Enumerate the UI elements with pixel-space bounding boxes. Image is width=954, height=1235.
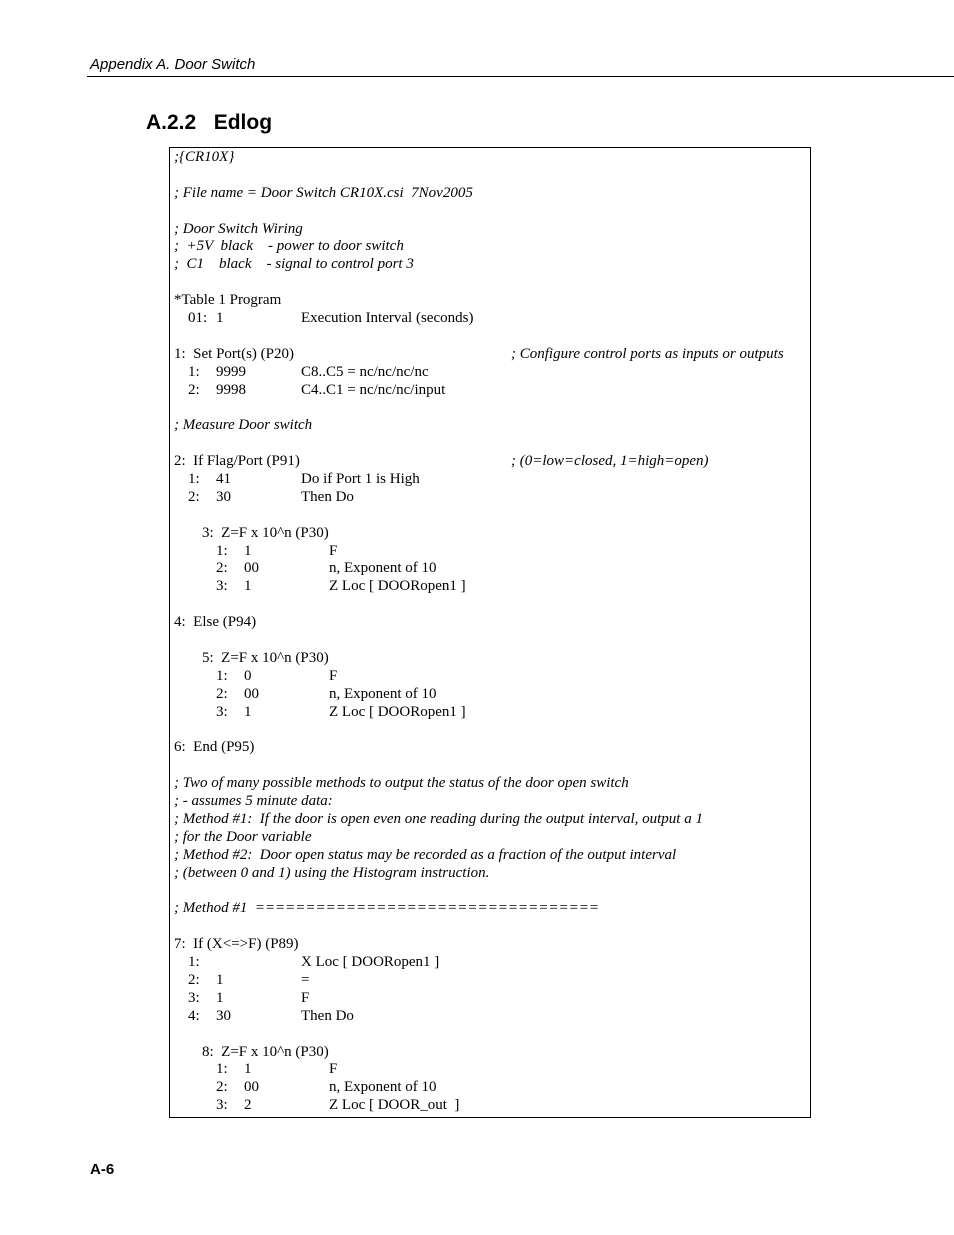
code-comment: ; C1 black - signal to control port 3 [174,256,414,273]
blank-line [174,722,810,740]
parameter-number: 2: [188,971,200,988]
parameter-number: 3: [216,1097,228,1114]
code-comment: ; Measure Door switch [174,417,313,434]
blank-line [174,435,810,453]
parameter-number: 1: [216,667,228,684]
code-instruction [174,614,810,632]
parameter-number: 2: [216,685,228,702]
code-parameter [174,543,810,561]
parameter-value: 1 [216,971,224,988]
header-rule [87,76,954,77]
parameter-value: 30 [216,1007,231,1024]
code-parameter [174,382,810,400]
code-parameter [174,686,810,704]
code-comment: ; Door Switch Wiring [174,220,303,237]
instruction-label: 6: End (P95) [174,739,255,756]
page-number: A-6 [90,1161,115,1178]
instruction-label: 3: Z=F x 10^n (P30) [202,524,329,541]
code-parameter [174,489,810,507]
blank-line [174,167,810,185]
blank-line [174,883,810,901]
code-parameter [174,560,810,578]
parameter-value: 9998 [216,381,246,398]
parameter-number: 1: [188,363,200,380]
blank-line [174,596,810,614]
parameter-description: Then Do [301,488,354,505]
parameter-value: 1 [244,1061,252,1078]
parameter-value: 1 [244,542,252,559]
parameter-description: n, Exponent of 10 [329,560,437,577]
code-comment: ; Two of many possible methods to output the status of the door open switch [174,775,629,792]
parameter-description: Z Loc [ DOORopen1 ] [329,703,466,720]
parameter-number: 2: [216,560,228,577]
parameter-number: 2: [188,488,200,505]
parameter-value: 0 [244,667,252,684]
parameter-description: F [329,1061,338,1078]
instruction-label: 2: If Flag/Port (P91) [174,453,300,470]
parameter-value: 00 [244,560,259,577]
blank-line [174,918,810,936]
parameter-number: 1: [216,542,228,559]
parameter-value: 1 [244,578,252,595]
code-comment: ; File name = Door Switch CR10X.csi 7Nov2005 [174,184,473,201]
code-comment: ; - assumes 5 minute data: [174,793,333,810]
parameter-description: C8..C5 = nc/nc/nc/nc [301,363,429,380]
blank-line [174,203,810,221]
code-instruction [174,1044,810,1062]
parameter-number: 2: [188,381,200,398]
code-parameter [174,1079,810,1097]
instruction-note: ; Configure control ports as inputs or outputs [511,345,784,362]
parameter-description: F [329,542,338,559]
parameter-number: 1: [216,1061,228,1078]
code-parameter [174,954,810,972]
code-instruction [174,525,810,543]
code-comment: ; for the Door variable [174,828,312,845]
code-parameter [174,668,810,686]
code-parameter [174,310,810,328]
code-parameter [174,990,810,1008]
section-title: A.2.2 Edlog [146,111,273,134]
parameter-description: Execution Interval (seconds) [301,310,474,327]
blank-line [174,507,810,525]
parameter-description: X Loc [ DOORopen1 ] [301,954,440,971]
code-parameter [174,578,810,596]
parameter-number: 1: [188,471,200,488]
parameter-value: 1 [216,310,224,327]
code-comment: ; Method #1 ================================== [174,900,599,917]
parameter-description: F [301,989,310,1006]
code-parameter [174,704,810,722]
code-instruction [174,650,810,668]
code-parameter [174,972,810,990]
parameter-number: 3: [216,703,228,720]
parameter-value: 00 [244,1079,259,1096]
parameter-value: 9999 [216,363,246,380]
code-comment: ; Method #1: If the door is open even one reading during the output interval, output a 1 [174,810,703,827]
code-parameter [174,364,810,382]
running-header: Appendix A. Door Switch [90,56,256,73]
code-instruction [174,739,810,757]
code-instruction [174,346,810,364]
code-comment: ;{CR10X} [174,149,235,165]
parameter-number: 3: [216,578,228,595]
instruction-label: 1: Set Port(s) (P20) [174,345,294,362]
parameter-description: = [301,971,310,988]
parameter-value: 1 [244,703,252,720]
blank-line [174,757,810,775]
parameter-value: 2 [244,1097,252,1114]
parameter-number: 4: [188,1007,200,1024]
instruction-label: 5: Z=F x 10^n (P30) [202,649,329,666]
code-comment: ; +5V black - power to door switch [174,238,404,255]
code-instruction [174,936,810,954]
blank-line [174,1026,810,1044]
parameter-description: Do if Port 1 is High [301,471,420,488]
parameter-value: 1 [216,989,224,1006]
parameter-description: F [329,667,338,684]
parameter-description: n, Exponent of 10 [329,1079,437,1096]
code-parameter [174,1061,810,1079]
blank-line [174,328,810,346]
parameter-description: C4..C1 = nc/nc/nc/input [301,381,446,398]
blank-line [174,274,810,292]
parameter-number: 1: [188,954,200,971]
code-line: *Table 1 Program [174,292,282,309]
parameter-number: 2: [216,1079,228,1096]
code-listing-box [169,147,811,1118]
parameter-value: 00 [244,685,259,702]
parameter-description: n, Exponent of 10 [329,685,437,702]
instruction-label: 7: If (X<=>F) (P89) [174,936,299,953]
parameter-number: 01: [188,310,208,327]
code-parameter [174,1008,810,1026]
parameter-description: Then Do [301,1007,354,1024]
code-instruction [174,453,810,471]
code-comment: ; Method #2: Door open status may be recorded as a fraction of the output interval [174,846,677,863]
code-lines [174,149,810,1115]
code-comment: ; (between 0 and 1) using the Histogram instruction. [174,864,490,881]
code-parameter [174,1097,810,1115]
instruction-note: ; (0=low=closed, 1=high=open) [511,453,709,470]
parameter-description: Z Loc [ DOORopen1 ] [329,578,466,595]
instruction-label: 4: Else (P94) [174,614,257,631]
parameter-number: 3: [188,989,200,1006]
blank-line [174,632,810,650]
parameter-description: Z Loc [ DOOR_out ] [329,1097,460,1114]
blank-line [174,399,810,417]
parameter-value: 41 [216,471,231,488]
code-parameter [174,471,810,489]
instruction-label: 8: Z=F x 10^n (P30) [202,1043,329,1060]
parameter-value: 30 [216,488,231,505]
